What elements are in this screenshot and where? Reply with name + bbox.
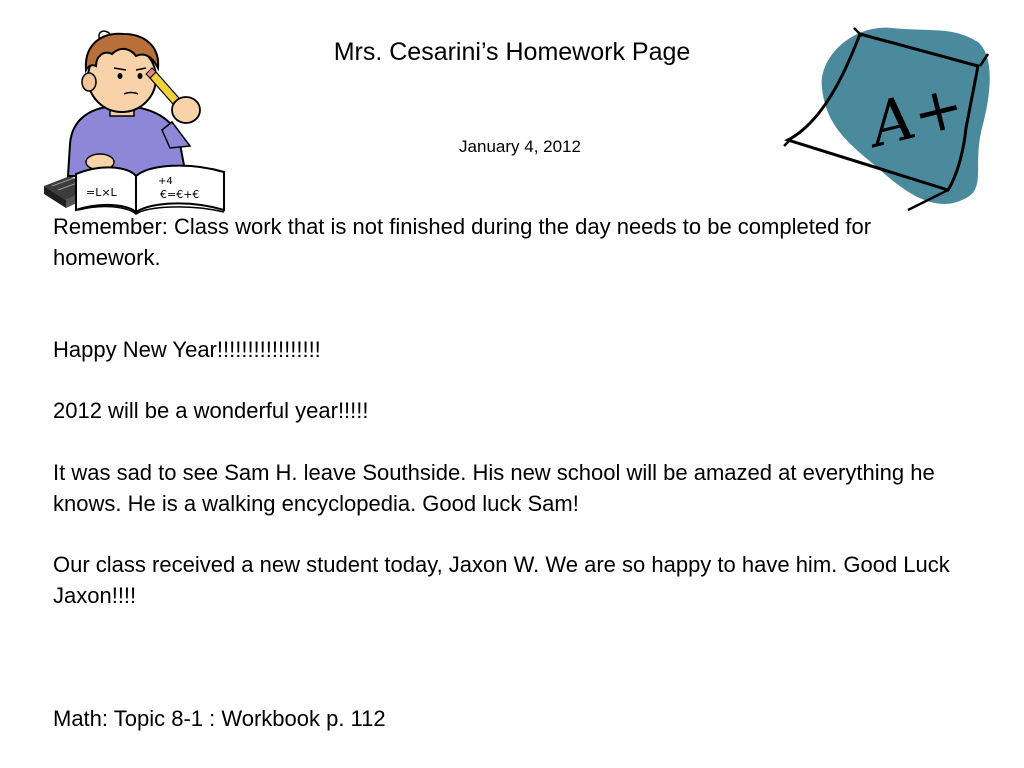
book-text-1: +4 (158, 176, 173, 187)
jaxon-welcome-message: Our class received a new student today, Jaxon W. We are so happy to have him. Good Luck Jaxon!!!! (53, 552, 950, 608)
math-assignment: Math: Topic 8-1 : Workbook p. 112 (53, 706, 386, 731)
remember-note: Remember: Class work that is not finished during the day needs to be completed for homework. (53, 214, 872, 270)
boy-studying-icon (40, 26, 230, 216)
page-date: January 4, 2012 (459, 137, 581, 156)
page-title: Mrs. Cesarini’s Homework Page (333, 38, 691, 66)
new-year-message: Happy New Year!!!!!!!!!!!!!!!!! (53, 337, 321, 362)
year-message: 2012 will be a wonderful year!!!!! (53, 398, 369, 423)
book-text-3: €=€+€ (160, 188, 200, 201)
sam-farewell-message: It was sad to see Sam H. leave Southside. His new school will be amazed at everything he knows. He is a walking encyclopedia. Good luck Sam! (53, 460, 935, 516)
book-text-2: =L×L (86, 186, 117, 199)
open-book-icon (76, 166, 224, 214)
grade-text: A+ (863, 70, 971, 162)
a-plus-grade-paper-icon (782, 18, 996, 214)
